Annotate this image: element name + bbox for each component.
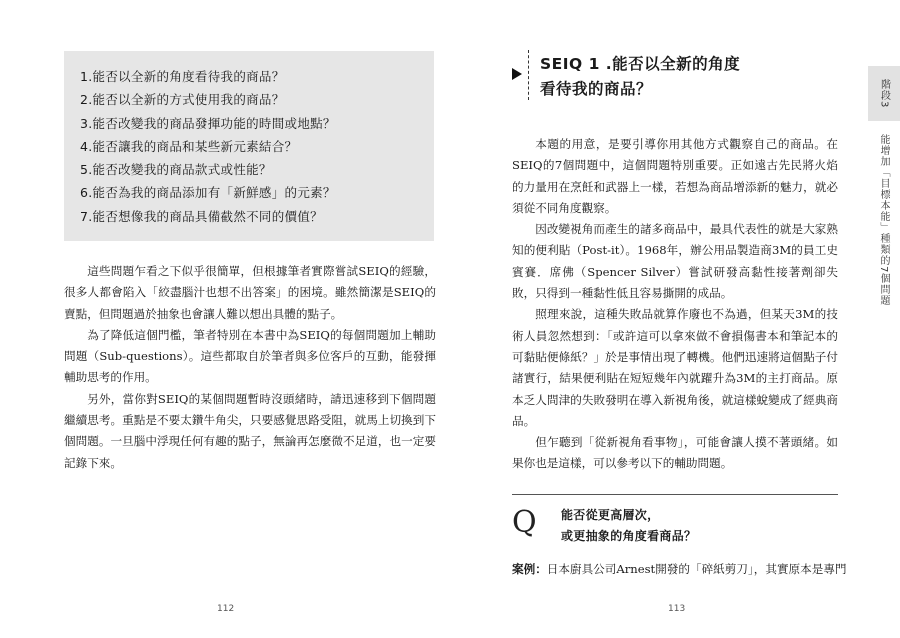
question-item: 1.能否以全新的角度看待我的商品？ (80, 69, 285, 84)
right-page (450, 0, 900, 638)
question-item: 7.能否想像我的商品具備截然不同的價值？ (80, 208, 323, 224)
heading-line: SEIQ 1 .能否以全新的角度 (540, 55, 741, 73)
case-text: 日本廚具公司Arnest開發的「碎紙剪刀」，其實原本是專門 (546, 562, 847, 576)
sub-question-title (561, 505, 831, 547)
sub-question (512, 505, 842, 555)
heading-line: 看待我的商品？ (540, 80, 653, 98)
chapter-caption-text: 能增加「目標本能」種類的7個問題 (878, 134, 889, 307)
left-body-text (64, 261, 436, 474)
dashed-divider (528, 50, 529, 100)
right-body-text (512, 134, 838, 475)
section-divider (512, 494, 838, 495)
case-label: 案例： (512, 562, 547, 576)
heading-title (540, 52, 820, 102)
sub-question-line: 能否從更高層次， (561, 508, 660, 522)
chapter-tab-label: 階段3 (878, 78, 890, 109)
question-list-box (64, 51, 434, 241)
question-item: 6.能否為我的商品添加有「新鮮感」的元素？ (80, 185, 336, 201)
question-item: 2.能否以全新的方式使用我的商品？ (80, 92, 285, 108)
chapter-tab (868, 66, 900, 121)
question-item: 4.能否讓我的商品和某些新元素結合？ (80, 138, 298, 154)
case-example (512, 559, 847, 580)
paragraph: 因改變視角而產生的諸多商品中，最具代表性的就是大家熟知的便利貼（Post-it）。1968年，辦公用品製造商3M的員工史賓賽．席佛（Spencer Silver）嘗試研發高黏性接著劑卻失敗，只得到一種黏性低且容易撕開的成品。 (512, 222, 838, 301)
paragraph: 本題的用意，是要引導你用其他方式觀察自己的商品。在SEIQ的7個問題中，這個問題特別重要。正如遠古先民將火焰的力量用在烹飪和武器上一樣，若想為商品增添新的魅力，就必須從不同角度觀察。 (512, 137, 838, 215)
paragraph: 另外，當你對SEIQ的某個問題暫時沒頭緒時，請迅速移到下個問題繼續思考。重點是不要太鑽牛角尖，只要感覺思路受阻，就馬上切換到下個問題。一旦腦中浮現任何有趣的點子，無論再怎麼微不足道，也一定要記錄下來。 (64, 391, 436, 470)
sub-question-line: 或更抽象的角度看商品？ (561, 529, 697, 543)
chapter-caption (876, 134, 891, 314)
paragraph: 照理來說，這種失敗品就算作廢也不為過，但某天3M的技術人員忽然想到：「或許這可以拿來做不會損傷書本和筆記本的可黏貼便條紙？」於是事情出現了轉機。他們迅速將這個點子付諸實行，結果便利貼在短短幾年內就躍升為3M的主打商品。原本乏人問津的失敗發明在導入新視角後，就這樣蛻變成了經典商品。 (512, 307, 838, 428)
question-item: 3.能否改變我的商品發揮功能的時間或地點？ (80, 115, 336, 131)
page-number-right: 113 (668, 604, 686, 614)
triangle-arrow-icon (512, 68, 522, 80)
q-letter-icon: Q (512, 505, 537, 540)
paragraph: 但乍聽到「從新視角看事物」，可能會讓人摸不著頭緒。如果你也是這樣，可以參考以下的輔助問題。 (512, 435, 838, 471)
question-item: 5.能否改變我的商品款式或性能？ (80, 162, 272, 178)
paragraph: 這些問題乍看之下似乎很簡單，但根據筆者實際嘗試SEIQ的經驗，很多人都會陷入「絞盡腦汁也想不出答案」的困境。雖然簡潔是SEIQ的賣點，但問題過於抽象也會讓人難以想出具體的點子。 (64, 264, 436, 321)
page-number-left: 112 (217, 604, 235, 614)
paragraph: 為了降低這個門檻，筆者特別在本書中為SEIQ的每個問題加上輔助問題（Sub-questions）。這些都取自於筆者與多位客戶的互動，能發揮輔助思考的作用。 (64, 327, 436, 385)
